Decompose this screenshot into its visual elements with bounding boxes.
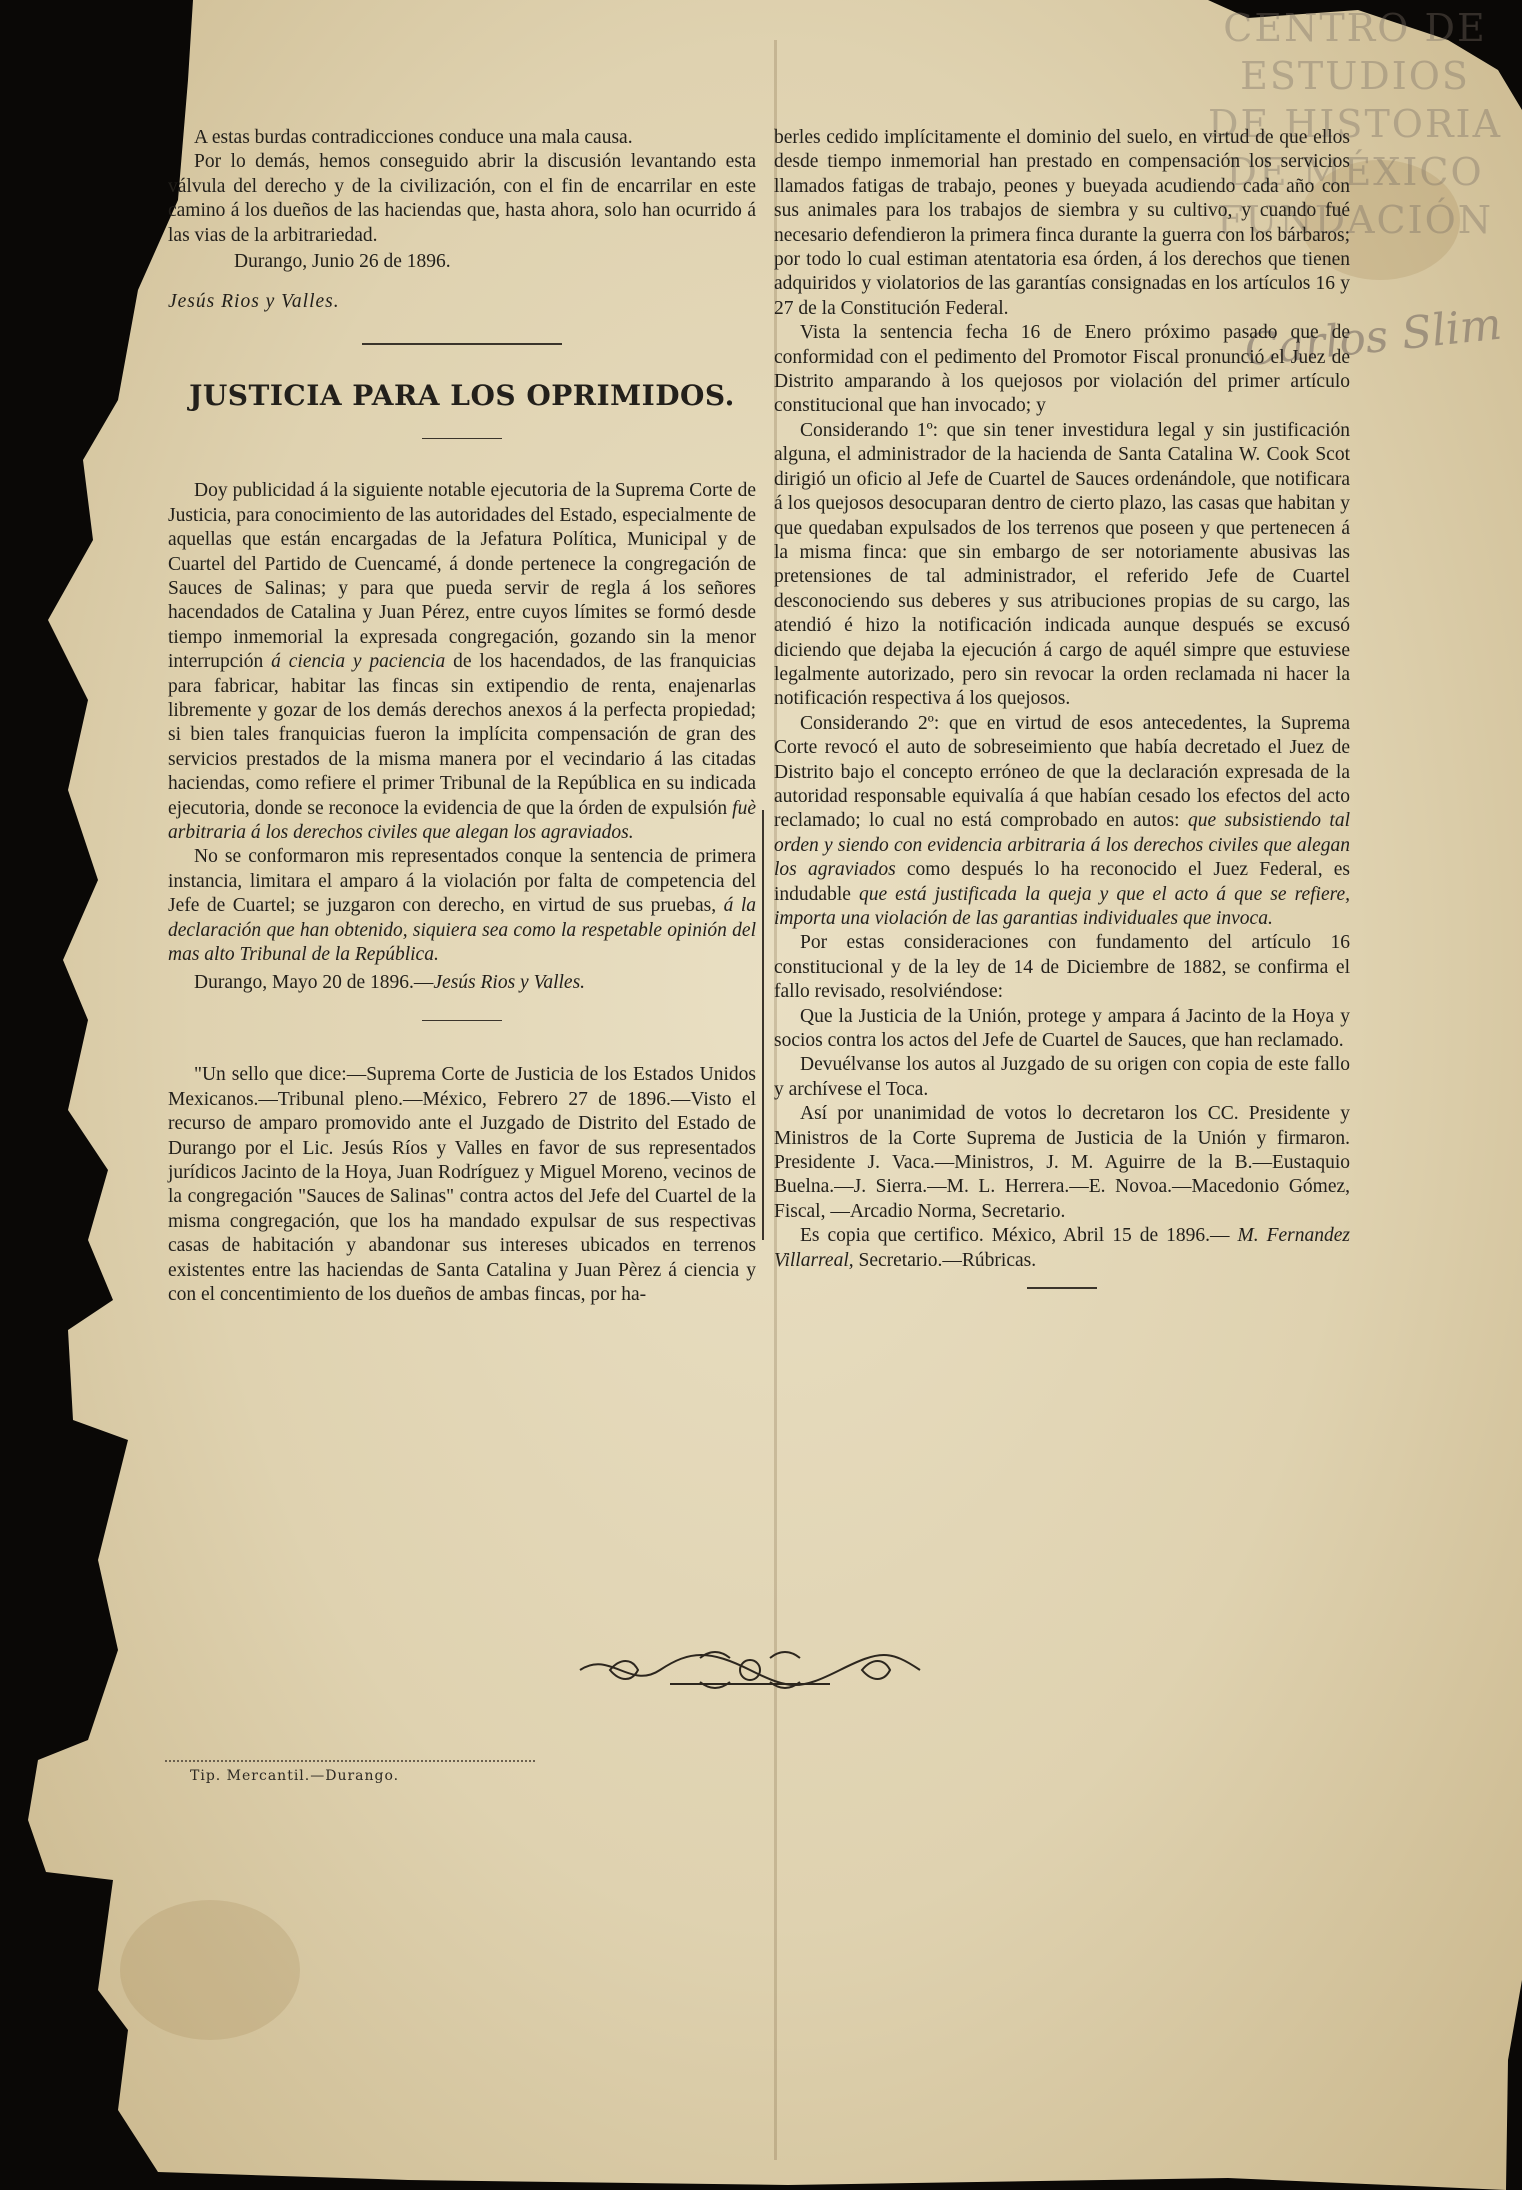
watermark-line: CENTRO DE [1223,6,1487,50]
printer-imprint: Tip. Mercantil.—Durango. [190,1768,400,1784]
watermark-line: FUNDACIÓN [1216,198,1494,242]
end-rule [1027,1287,1097,1289]
watermark-line: ESTUDIOS [1240,54,1470,98]
decorative-ornament [570,1640,930,1700]
body-paragraph: No se conformaron mis representados conque la sentencia de primera instancia, limitara el amparo á la violación por falta de competencia del Jefe de Cuartel; se juzgaron con derecho, en virtud de sus pruebas, á la declaración que han obtenido, siquiera sea como la respetable opinión del mas alto Tribunal de la República. [168,846,757,966]
watermark-line: DE MÉXICO [1226,150,1484,194]
column-divider [762,810,764,1240]
watermark-line: DE HISTORIA [1207,102,1503,146]
body-paragraph: Vista la sentencia fecha 16 de Enero próximo pasado que de conformidad con el pedimento del Promotor Fiscal pronunció el Juez de Distrito amparando à los quejosos por violación del primer artículo constitucional que han invocado; y [774,322,1350,417]
sentence-paragraph: "Un sello que dice:—Suprema Corte de Justicia de los Estados Unidos Mexicanos.—Tribunal pleno.—México, Febrero 27 de 1896.—Visto el recurso de amparo promovido ante el Juzgado de Distrito del Estado de Durango por el Lic. Jesús Ríos y Valles en favor de sus representados jurídicos Jacinto de la Hoya, Juan Rodríguez y Miguel Moreno, vecinos de la congregación "Sauces de Salinas" contra actos del Jefe del Cuartel de la misma congregación, que los ha mandado expulsar de sus respectivas casas de habitación y abandonar sus intereses ubicados en terrenos existentes entre las haciendas de Santa Catalina y Juan Pèrez á ciencia y con el concentimiento de los dueños de ambas fincas, por ha- [168,1064,756,1306]
intro-paragraph: A estas burdas contradicciones conduce una mala causa. [194,127,633,148]
body-paragraph: Así por unanimidad de votos lo decretaron los CC. Presidente y Ministros de la Corte Suprema de Justicia de la Unión y firmaron. Presidente J. Vaca.—Ministros, J. M. Aguirre de la B.—Eustaquio Buelna.—J. Sierra.—M. L. Herrera.—E. Novoa.—Macedonio Gómez, Fiscal, —Arcadio Norma, Secretario. [774,1103,1350,1222]
right-column [774,126,1350,1289]
intro-date: Durango, Junio 26 de 1896. [234,251,451,273]
body-date-line: Durango, Mayo 20 de 1896.—Jesús Rios y Valles. [194,972,586,994]
body-paragraph: Por estas consideraciones con fundamento del artículo 16 constitucional y de la ley de 14 de Diciembre de 1882, se confirma el fallo revisado, resolviéndose: [774,932,1350,1003]
body-paragraph: berles cedido implícitamente el dominio del suelo, en virtud de que ellos desde tiempo inmemorial han prestado en compensación los servicios llamados fatigas de trabajo, peones y bueyada acudiendo cada año con sus animales para los trabajos de siembra y su cultivo, y cuando fué necesario defendieron la primera finca durante la guerra con los bárbaros; por todo lo cual estiman atentatoria esa órden, á los derechos que tienen adquiridos y violatorios de las garantías consignadas en los artículos 16 y 27 de la Constitución Federal. [774,127,1350,319]
intro-signature: Jesús Rios y Valles. [168,291,340,313]
paper-stain [120,1900,300,2040]
body-paragraph: Considerando 1º: que sin tener investidura legal y sin justificación alguna, el administrador de la hacienda de Santa Catalina W. Cook Scot dirigió un oficio al Jefe de Cuartel de Sauces ordenándole, que notificara á los quejosos desocuparan dentro de cierto plazo, las casas que habitan y que quedaban expulsados de los terrenos que poseen y que pertenecen á la misma finca: que sin embargo de ser notoriamente abusivas las pretensiones de tal administrador, el referido Jefe de Cuartel desconociendo sus deberes y sus atribuciones propias de su cargo, las atendió é hizo la notificación indicada aunque después se excusó diciendo que dejaba la ejecución á cargo de aquél simpre que estuviese legalmente autorizado, pero sin revocar la orden reclamada ni hacer la notificación respectiva á los quejosos. [774,419,1350,710]
certification-line: Es copia que certifico. México, Abril 15 de 1896.— M. Fernandez Villarreal, Secretario.—Rúbricas. [774,1225,1350,1271]
intro-paragraph: Por lo demás, hemos conseguido abrir la discusión levantando esta válvula del derecho y de la civilización, con el fin de encarrilar en este camino á los dueños de las haciendas que, hasta ahora, solo han ocurrido á las vias de la arbitrariedad. [168,151,756,246]
body-paragraph: Devuélvanse los autos al Juzgado de su origen con copia de este fallo y archívese el Toca. [774,1054,1350,1100]
footer-dotted-rule [165,1760,535,1762]
body-paragraph: Doy publicidad á la siguiente notable ejecutoria de la Suprema Corte de Justicia, para conocimiento de las autoridades del Estado, especialmente de aquellas que están encargadas de la Jefatura Política, Municipal y de Cuartel del Partido de Cuencamé, á donde pertenece la congregación de Sauces de Salinas; y para que pueda servir de regla á los señores hacendados de Catalina y Juan Pérez, entre cuyos límites se formó desde tiempo inmemorial la expresada congregación, gozando sin la menor interrupción á ciencia y paciencia de los hacendados, de las franquicias para fabricar, habitar las fincas sin extipendio de renta, enajenarlas libremente y gozar de los demás derechos anexos á la perfecta propiedad; si bien tales franquicias fueron la implícita compensación de gran des servicios prestados de la misma manera por el vecindario á las citadas haciendas, como refiere el primer Tribunal de la República en su indicada ejecutoria, donde se reconoce la evidencia de que la órden de expulsión fuè arbitraria á los derechos civiles que alegan los agraviados. [168,480,757,844]
article-title: JUSTICIA PARA LOS OPRIMIDOS. [189,378,735,412]
body-paragraph: Considerando 2º: que en virtud de esos antecedentes, la Suprema Corte revocó el auto de sobreseimiento que había decretado el Juez de Distrito bajo el concepto erróneo de que la declaración expresada de la autoridad responsable equivalía á que habían cesado los efectos del acto reclamado; lo cual no está comprobado en autos: que subsistiendo tal orden y siendo con evidencia arbitraria á los derechos civiles que alegan los agraviados como después lo ha reconocido el Juez Federal, es indudable que está justificada la queja y que el acto á que se refiere, importa una violación de las garantias individuales que invoca. [774,712,1351,929]
watermark-signature: Carlos Slim [1241,298,1504,377]
body-paragraph: Que la Justicia de la Unión, protege y ampara á Jacinto de la Hoya y socios contra los actos del Jefe de Cuartel de Sauces, que han reclamado. [774,1005,1350,1052]
left-column [168,126,756,1307]
